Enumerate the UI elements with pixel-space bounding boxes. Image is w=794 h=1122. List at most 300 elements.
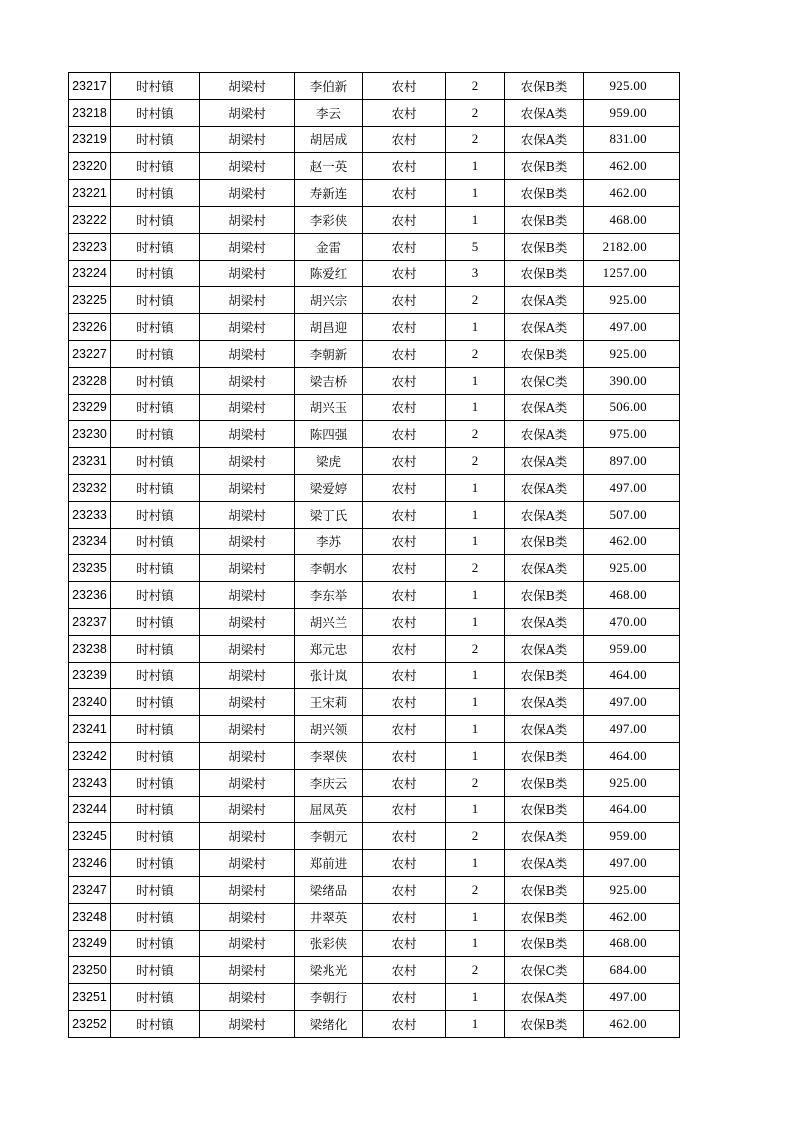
record-id-cell: 23241 — [69, 716, 111, 743]
person-name-cell: 梁吉桥 — [295, 367, 363, 394]
person-name-cell: 李朝元 — [295, 823, 363, 850]
amount-cell: 468.00 — [584, 582, 680, 609]
household-count-cell: 1 — [446, 662, 505, 689]
town-cell: 时村镇 — [111, 1010, 200, 1037]
person-name-cell: 张彩侠 — [295, 930, 363, 957]
table-row — [69, 126, 680, 153]
amount-cell: 464.00 — [584, 742, 680, 769]
amount-cell: 462.00 — [584, 528, 680, 555]
residence-type-cell: 农村 — [363, 876, 446, 903]
record-id-cell: 23235 — [69, 555, 111, 582]
town-cell: 时村镇 — [111, 957, 200, 984]
village-cell: 胡梁村 — [200, 957, 295, 984]
residence-type-cell: 农村 — [363, 153, 446, 180]
town-cell: 时村镇 — [111, 716, 200, 743]
residence-type-cell: 农村 — [363, 850, 446, 877]
person-name-cell: 金雷 — [295, 233, 363, 260]
household-count-cell: 2 — [446, 421, 505, 448]
village-cell: 胡梁村 — [200, 608, 295, 635]
insurance-category-cell: 农保B类 — [505, 796, 584, 823]
village-cell: 胡梁村 — [200, 153, 295, 180]
insurance-category-cell: 农保C类 — [505, 957, 584, 984]
insurance-category-cell: 农保A类 — [505, 421, 584, 448]
town-cell: 时村镇 — [111, 421, 200, 448]
person-name-cell: 屈凤英 — [295, 796, 363, 823]
amount-cell: 507.00 — [584, 501, 680, 528]
village-cell: 胡梁村 — [200, 314, 295, 341]
town-cell: 时村镇 — [111, 126, 200, 153]
village-cell: 胡梁村 — [200, 823, 295, 850]
village-cell: 胡梁村 — [200, 850, 295, 877]
residence-type-cell: 农村 — [363, 367, 446, 394]
household-count-cell: 1 — [446, 1010, 505, 1037]
person-name-cell: 李朝水 — [295, 555, 363, 582]
record-id-cell: 23248 — [69, 903, 111, 930]
table-row — [69, 474, 680, 501]
insurance-category-cell: 农保A类 — [505, 555, 584, 582]
insurance-category-cell: 农保A类 — [505, 850, 584, 877]
amount-cell: 897.00 — [584, 448, 680, 475]
record-id-cell: 23250 — [69, 957, 111, 984]
amount-cell: 468.00 — [584, 206, 680, 233]
insurance-category-cell: 农保B类 — [505, 180, 584, 207]
amount-cell: 2182.00 — [584, 233, 680, 260]
person-name-cell: 胡兴玉 — [295, 394, 363, 421]
amount-cell: 959.00 — [584, 99, 680, 126]
town-cell: 时村镇 — [111, 340, 200, 367]
residence-type-cell: 农村 — [363, 340, 446, 367]
record-id-cell: 23218 — [69, 99, 111, 126]
table-row — [69, 260, 680, 287]
person-name-cell: 李伯新 — [295, 73, 363, 100]
town-cell: 时村镇 — [111, 796, 200, 823]
household-count-cell: 1 — [446, 742, 505, 769]
amount-cell: 975.00 — [584, 421, 680, 448]
amount-cell: 1257.00 — [584, 260, 680, 287]
insurance-category-cell: 农保B类 — [505, 73, 584, 100]
table-row — [69, 716, 680, 743]
insurance-category-cell: 农保B类 — [505, 153, 584, 180]
table-row — [69, 340, 680, 367]
village-cell: 胡梁村 — [200, 206, 295, 233]
insurance-category-cell: 农保B类 — [505, 340, 584, 367]
table-row — [69, 1010, 680, 1037]
household-count-cell: 1 — [446, 608, 505, 635]
village-cell: 胡梁村 — [200, 930, 295, 957]
village-cell: 胡梁村 — [200, 99, 295, 126]
household-count-cell: 1 — [446, 850, 505, 877]
amount-cell: 497.00 — [584, 314, 680, 341]
town-cell: 时村镇 — [111, 582, 200, 609]
household-count-cell: 1 — [446, 984, 505, 1011]
table-row — [69, 73, 680, 100]
household-count-cell: 2 — [446, 635, 505, 662]
village-cell: 胡梁村 — [200, 528, 295, 555]
record-id-cell: 23232 — [69, 474, 111, 501]
record-id-cell: 23246 — [69, 850, 111, 877]
person-name-cell: 梁虎 — [295, 448, 363, 475]
residence-type-cell: 农村 — [363, 823, 446, 850]
person-name-cell: 胡兴领 — [295, 716, 363, 743]
amount-cell: 497.00 — [584, 716, 680, 743]
table-row — [69, 287, 680, 314]
village-cell: 胡梁村 — [200, 448, 295, 475]
table-row — [69, 876, 680, 903]
town-cell: 时村镇 — [111, 73, 200, 100]
table-row — [69, 823, 680, 850]
residence-type-cell: 农村 — [363, 930, 446, 957]
insurance-category-cell: 农保B类 — [505, 233, 584, 260]
village-cell: 胡梁村 — [200, 394, 295, 421]
town-cell: 时村镇 — [111, 180, 200, 207]
table-row — [69, 984, 680, 1011]
residence-type-cell: 农村 — [363, 314, 446, 341]
village-cell: 胡梁村 — [200, 635, 295, 662]
household-count-cell: 2 — [446, 287, 505, 314]
insurance-category-cell: 农保A类 — [505, 689, 584, 716]
record-id-cell: 23220 — [69, 153, 111, 180]
town-cell: 时村镇 — [111, 448, 200, 475]
insurance-category-cell: 农保A类 — [505, 984, 584, 1011]
town-cell: 时村镇 — [111, 260, 200, 287]
town-cell: 时村镇 — [111, 153, 200, 180]
village-cell: 胡梁村 — [200, 501, 295, 528]
insurance-category-cell: 农保A类 — [505, 287, 584, 314]
town-cell: 时村镇 — [111, 314, 200, 341]
residence-type-cell: 农村 — [363, 394, 446, 421]
amount-cell: 925.00 — [584, 73, 680, 100]
town-cell: 时村镇 — [111, 635, 200, 662]
town-cell: 时村镇 — [111, 742, 200, 769]
residence-type-cell: 农村 — [363, 903, 446, 930]
record-id-cell: 23251 — [69, 984, 111, 1011]
record-id-cell: 23221 — [69, 180, 111, 207]
town-cell: 时村镇 — [111, 528, 200, 555]
amount-cell: 464.00 — [584, 796, 680, 823]
insurance-category-cell: 农保B类 — [505, 582, 584, 609]
record-id-cell: 23242 — [69, 742, 111, 769]
record-id-cell: 23227 — [69, 340, 111, 367]
household-count-cell: 1 — [446, 206, 505, 233]
amount-cell: 497.00 — [584, 984, 680, 1011]
insurance-category-cell: 农保A类 — [505, 99, 584, 126]
table-row — [69, 662, 680, 689]
record-id-cell: 23236 — [69, 582, 111, 609]
town-cell: 时村镇 — [111, 206, 200, 233]
household-count-cell: 1 — [446, 930, 505, 957]
household-count-cell: 1 — [446, 796, 505, 823]
residence-type-cell: 农村 — [363, 99, 446, 126]
household-count-cell: 3 — [446, 260, 505, 287]
record-id-cell: 23238 — [69, 635, 111, 662]
town-cell: 时村镇 — [111, 474, 200, 501]
household-count-cell: 1 — [446, 394, 505, 421]
table-row — [69, 957, 680, 984]
amount-cell: 497.00 — [584, 850, 680, 877]
insurance-category-cell: 农保A类 — [505, 823, 584, 850]
insurance-category-cell: 农保B类 — [505, 742, 584, 769]
village-cell: 胡梁村 — [200, 1010, 295, 1037]
household-count-cell: 1 — [446, 153, 505, 180]
household-count-cell: 2 — [446, 448, 505, 475]
record-id-cell: 23217 — [69, 73, 111, 100]
village-cell: 胡梁村 — [200, 474, 295, 501]
person-name-cell: 梁丁氏 — [295, 501, 363, 528]
person-name-cell: 胡昌迎 — [295, 314, 363, 341]
person-name-cell: 梁兆光 — [295, 957, 363, 984]
insurance-category-cell: 农保A类 — [505, 126, 584, 153]
residence-type-cell: 农村 — [363, 474, 446, 501]
residence-type-cell: 农村 — [363, 957, 446, 984]
village-cell: 胡梁村 — [200, 367, 295, 394]
household-count-cell: 1 — [446, 716, 505, 743]
household-count-cell: 1 — [446, 528, 505, 555]
amount-cell: 959.00 — [584, 635, 680, 662]
household-count-cell: 2 — [446, 340, 505, 367]
residence-type-cell: 农村 — [363, 73, 446, 100]
person-name-cell: 李云 — [295, 99, 363, 126]
household-count-cell: 1 — [446, 903, 505, 930]
table-row — [69, 233, 680, 260]
insurance-category-cell: 农保A类 — [505, 635, 584, 662]
town-cell: 时村镇 — [111, 662, 200, 689]
residence-type-cell: 农村 — [363, 796, 446, 823]
town-cell: 时村镇 — [111, 876, 200, 903]
residence-type-cell: 农村 — [363, 501, 446, 528]
table-row — [69, 850, 680, 877]
town-cell: 时村镇 — [111, 99, 200, 126]
record-id-cell: 23234 — [69, 528, 111, 555]
table-row — [69, 206, 680, 233]
insurance-category-cell: 农保A类 — [505, 474, 584, 501]
town-cell: 时村镇 — [111, 850, 200, 877]
record-id-cell: 23244 — [69, 796, 111, 823]
person-name-cell: 井翠英 — [295, 903, 363, 930]
amount-cell: 497.00 — [584, 474, 680, 501]
village-cell: 胡梁村 — [200, 180, 295, 207]
table-row — [69, 448, 680, 475]
residence-type-cell: 农村 — [363, 206, 446, 233]
insurance-category-cell: 农保B类 — [505, 1010, 584, 1037]
town-cell: 时村镇 — [111, 233, 200, 260]
record-id-cell: 23219 — [69, 126, 111, 153]
village-cell: 胡梁村 — [200, 73, 295, 100]
amount-cell: 470.00 — [584, 608, 680, 635]
amount-cell: 462.00 — [584, 1010, 680, 1037]
insurance-category-cell: 农保A类 — [505, 608, 584, 635]
household-count-cell: 1 — [446, 474, 505, 501]
residence-type-cell: 农村 — [363, 260, 446, 287]
town-cell: 时村镇 — [111, 501, 200, 528]
residence-type-cell: 农村 — [363, 1010, 446, 1037]
village-cell: 胡梁村 — [200, 582, 295, 609]
village-cell: 胡梁村 — [200, 287, 295, 314]
amount-cell: 468.00 — [584, 930, 680, 957]
household-count-cell: 1 — [446, 501, 505, 528]
residence-type-cell: 农村 — [363, 448, 446, 475]
roster-body — [69, 73, 680, 1038]
insurance-category-cell: 农保A类 — [505, 716, 584, 743]
town-cell: 时村镇 — [111, 555, 200, 582]
insurance-category-cell: 农保B类 — [505, 876, 584, 903]
record-id-cell: 23231 — [69, 448, 111, 475]
household-count-cell: 2 — [446, 555, 505, 582]
residence-type-cell: 农村 — [363, 689, 446, 716]
residence-type-cell: 农村 — [363, 555, 446, 582]
residence-type-cell: 农村 — [363, 662, 446, 689]
amount-cell: 390.00 — [584, 367, 680, 394]
record-id-cell: 23233 — [69, 501, 111, 528]
amount-cell: 831.00 — [584, 126, 680, 153]
roster-table — [68, 72, 680, 1038]
amount-cell: 684.00 — [584, 957, 680, 984]
amount-cell: 462.00 — [584, 153, 680, 180]
table-row — [69, 314, 680, 341]
record-id-cell: 23239 — [69, 662, 111, 689]
residence-type-cell: 农村 — [363, 528, 446, 555]
insurance-category-cell: 农保A类 — [505, 448, 584, 475]
residence-type-cell: 农村 — [363, 126, 446, 153]
table-row — [69, 153, 680, 180]
person-name-cell: 寿新连 — [295, 180, 363, 207]
town-cell: 时村镇 — [111, 930, 200, 957]
table-row — [69, 180, 680, 207]
table-row — [69, 903, 680, 930]
residence-type-cell: 农村 — [363, 769, 446, 796]
household-count-cell: 5 — [446, 233, 505, 260]
residence-type-cell: 农村 — [363, 582, 446, 609]
person-name-cell: 赵一英 — [295, 153, 363, 180]
insurance-category-cell: 农保B类 — [505, 662, 584, 689]
village-cell: 胡梁村 — [200, 742, 295, 769]
person-name-cell: 胡居成 — [295, 126, 363, 153]
record-id-cell: 23252 — [69, 1010, 111, 1037]
household-count-cell: 2 — [446, 126, 505, 153]
village-cell: 胡梁村 — [200, 126, 295, 153]
household-count-cell: 1 — [446, 367, 505, 394]
residence-type-cell: 农村 — [363, 984, 446, 1011]
village-cell: 胡梁村 — [200, 984, 295, 1011]
amount-cell: 925.00 — [584, 769, 680, 796]
person-name-cell: 王宋莉 — [295, 689, 363, 716]
village-cell: 胡梁村 — [200, 233, 295, 260]
table-row — [69, 769, 680, 796]
village-cell: 胡梁村 — [200, 716, 295, 743]
residence-type-cell: 农村 — [363, 233, 446, 260]
residence-type-cell: 农村 — [363, 742, 446, 769]
record-id-cell: 23245 — [69, 823, 111, 850]
record-id-cell: 23237 — [69, 608, 111, 635]
town-cell: 时村镇 — [111, 903, 200, 930]
household-count-cell: 1 — [446, 314, 505, 341]
record-id-cell: 23229 — [69, 394, 111, 421]
village-cell: 胡梁村 — [200, 876, 295, 903]
person-name-cell: 郑前进 — [295, 850, 363, 877]
village-cell: 胡梁村 — [200, 555, 295, 582]
residence-type-cell: 农村 — [363, 635, 446, 662]
amount-cell: 462.00 — [584, 180, 680, 207]
table-row — [69, 528, 680, 555]
village-cell: 胡梁村 — [200, 769, 295, 796]
household-count-cell: 2 — [446, 99, 505, 126]
person-name-cell: 李朝行 — [295, 984, 363, 1011]
table-row — [69, 608, 680, 635]
person-name-cell: 李苏 — [295, 528, 363, 555]
household-count-cell: 2 — [446, 876, 505, 903]
town-cell: 时村镇 — [111, 394, 200, 421]
town-cell: 时村镇 — [111, 287, 200, 314]
record-id-cell: 23222 — [69, 206, 111, 233]
household-count-cell: 2 — [446, 769, 505, 796]
table-row — [69, 501, 680, 528]
amount-cell: 959.00 — [584, 823, 680, 850]
village-cell: 胡梁村 — [200, 796, 295, 823]
record-id-cell: 23249 — [69, 930, 111, 957]
town-cell: 时村镇 — [111, 608, 200, 635]
town-cell: 时村镇 — [111, 984, 200, 1011]
village-cell: 胡梁村 — [200, 689, 295, 716]
record-id-cell: 23224 — [69, 260, 111, 287]
table-row — [69, 555, 680, 582]
record-id-cell: 23228 — [69, 367, 111, 394]
person-name-cell: 郑元忠 — [295, 635, 363, 662]
table-row — [69, 635, 680, 662]
town-cell: 时村镇 — [111, 689, 200, 716]
table-row — [69, 99, 680, 126]
table-row — [69, 367, 680, 394]
record-id-cell: 23243 — [69, 769, 111, 796]
table-row — [69, 796, 680, 823]
record-id-cell: 23226 — [69, 314, 111, 341]
person-name-cell: 梁绪品 — [295, 876, 363, 903]
amount-cell: 925.00 — [584, 340, 680, 367]
insurance-category-cell: 农保B类 — [505, 930, 584, 957]
amount-cell: 462.00 — [584, 903, 680, 930]
table-row — [69, 689, 680, 716]
record-id-cell: 23240 — [69, 689, 111, 716]
person-name-cell: 胡兴兰 — [295, 608, 363, 635]
person-name-cell: 李东举 — [295, 582, 363, 609]
household-count-cell: 1 — [446, 180, 505, 207]
insurance-category-cell: 农保A类 — [505, 501, 584, 528]
person-name-cell: 李庆云 — [295, 769, 363, 796]
record-id-cell: 23225 — [69, 287, 111, 314]
person-name-cell: 张计岚 — [295, 662, 363, 689]
town-cell: 时村镇 — [111, 769, 200, 796]
residence-type-cell: 农村 — [363, 716, 446, 743]
household-count-cell: 1 — [446, 689, 505, 716]
village-cell: 胡梁村 — [200, 340, 295, 367]
person-name-cell: 梁绪化 — [295, 1010, 363, 1037]
person-name-cell: 李彩侠 — [295, 206, 363, 233]
person-name-cell: 陈四强 — [295, 421, 363, 448]
village-cell: 胡梁村 — [200, 260, 295, 287]
insurance-category-cell: 农保A类 — [505, 314, 584, 341]
amount-cell: 497.00 — [584, 689, 680, 716]
insurance-category-cell: 农保C类 — [505, 367, 584, 394]
person-name-cell: 胡兴宗 — [295, 287, 363, 314]
household-count-cell: 2 — [446, 823, 505, 850]
person-name-cell: 陈爱红 — [295, 260, 363, 287]
record-id-cell: 23230 — [69, 421, 111, 448]
insurance-category-cell: 农保B类 — [505, 260, 584, 287]
insurance-category-cell: 农保B类 — [505, 903, 584, 930]
table-row — [69, 394, 680, 421]
person-name-cell: 李翠侠 — [295, 742, 363, 769]
record-id-cell: 23247 — [69, 876, 111, 903]
amount-cell: 464.00 — [584, 662, 680, 689]
insurance-category-cell: 农保B类 — [505, 769, 584, 796]
